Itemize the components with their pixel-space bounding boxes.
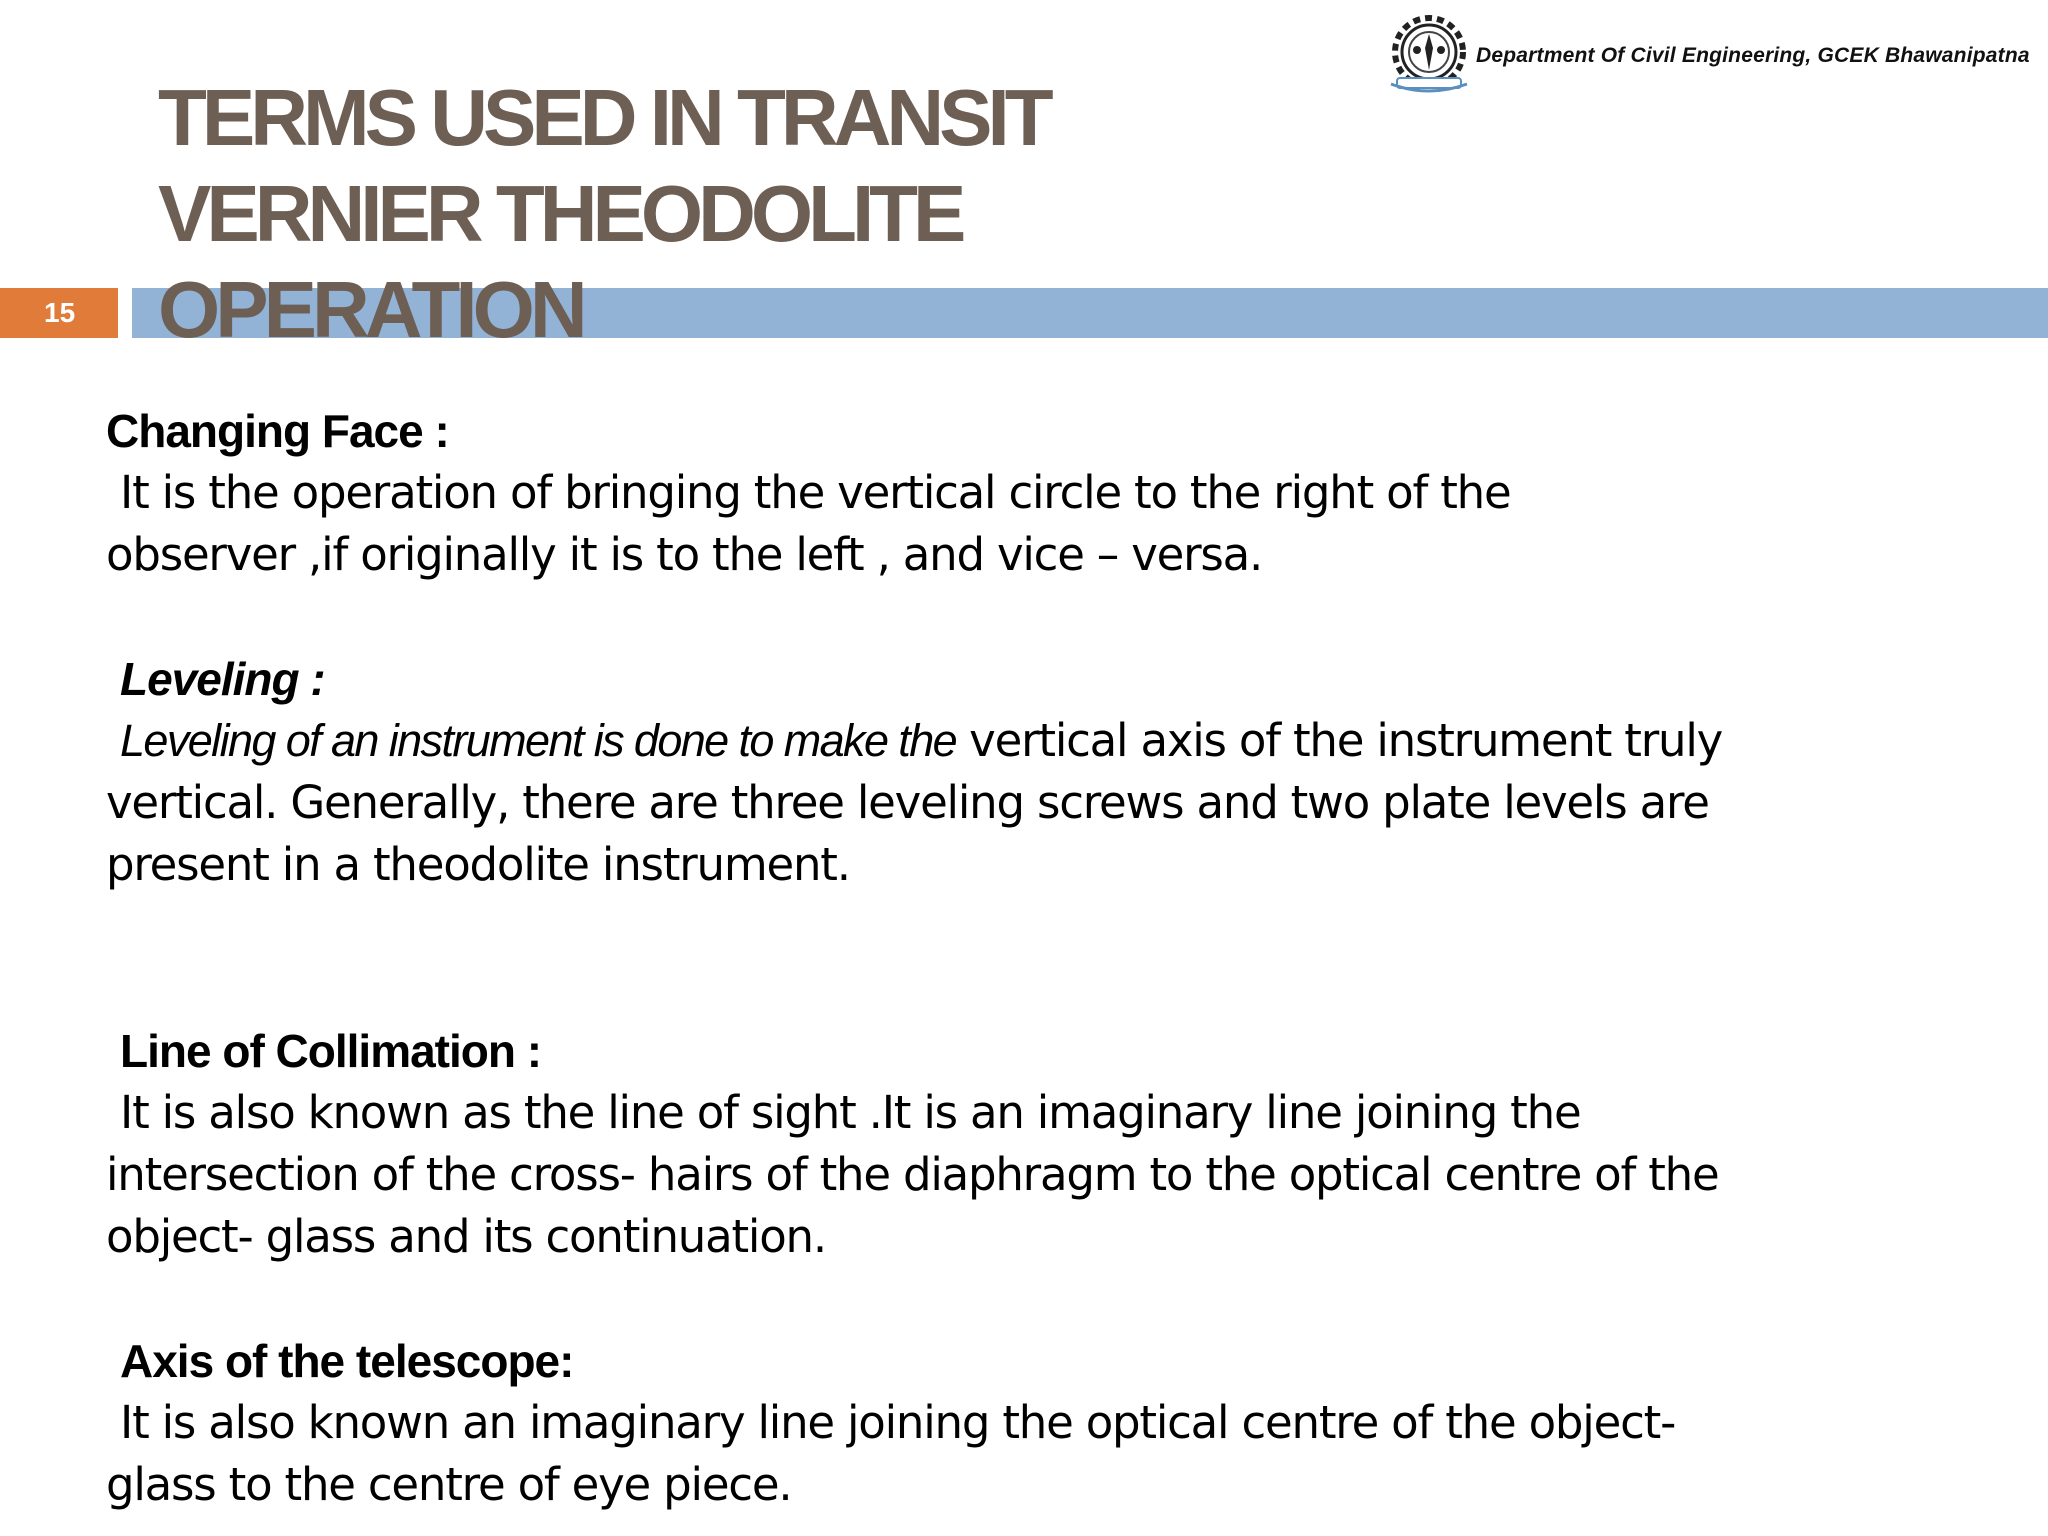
title-line: TERMS USED IN TRANSIT — [158, 73, 1049, 162]
section-axis-of-telescope — [106, 1330, 2006, 1516]
section-changing-face — [106, 400, 2006, 586]
body-line: observer ,if originally it is to the left , and vice – versa. — [106, 528, 1263, 581]
slide-title — [158, 70, 1049, 358]
italic-lead-text: Leveling of an instrument is done to make the — [120, 715, 957, 766]
college-emblem-icon — [1383, 12, 1475, 96]
section-heading: Leveling : — [120, 653, 325, 705]
section-leveling — [106, 648, 2006, 896]
section-heading: Line of Collimation : — [120, 1025, 542, 1077]
slide-number: 15 — [0, 288, 118, 338]
slide-body — [106, 400, 2006, 1516]
body-line: It is the operation of bringing the vertical circle to the right of the — [120, 466, 1511, 519]
body-line: It is also known an imaginary line joining the optical centre of the object- — [120, 1396, 1676, 1449]
body-line: present in a theodolite instrument. — [106, 838, 850, 891]
body-line: glass to the centre of eye piece. — [106, 1458, 792, 1511]
section-line-of-collimation — [106, 1020, 2006, 1268]
body-line — [106, 710, 2006, 772]
body-line: intersection of the cross- hairs of the diaphragm to the optical centre of the — [106, 1148, 1719, 1201]
department-name: Department Of Civil Engineering, GCEK Bhawanipatna — [1476, 44, 2030, 67]
body-text: vertical axis of the instrument truly — [956, 714, 1723, 767]
section-heading: Axis of the telescope: — [120, 1335, 574, 1387]
body-line: vertical. Generally, there are three leveling screws and two plate levels are — [106, 776, 1709, 829]
title-line: VERNIER THEODOLITE — [158, 169, 962, 258]
title-line: OPERATION — [158, 265, 583, 354]
body-line: object- glass and its continuation. — [106, 1210, 826, 1263]
body-line: It is also known as the line of sight .It is an imaginary line joining the — [120, 1086, 1581, 1139]
section-heading: Changing Face : — [106, 405, 449, 457]
